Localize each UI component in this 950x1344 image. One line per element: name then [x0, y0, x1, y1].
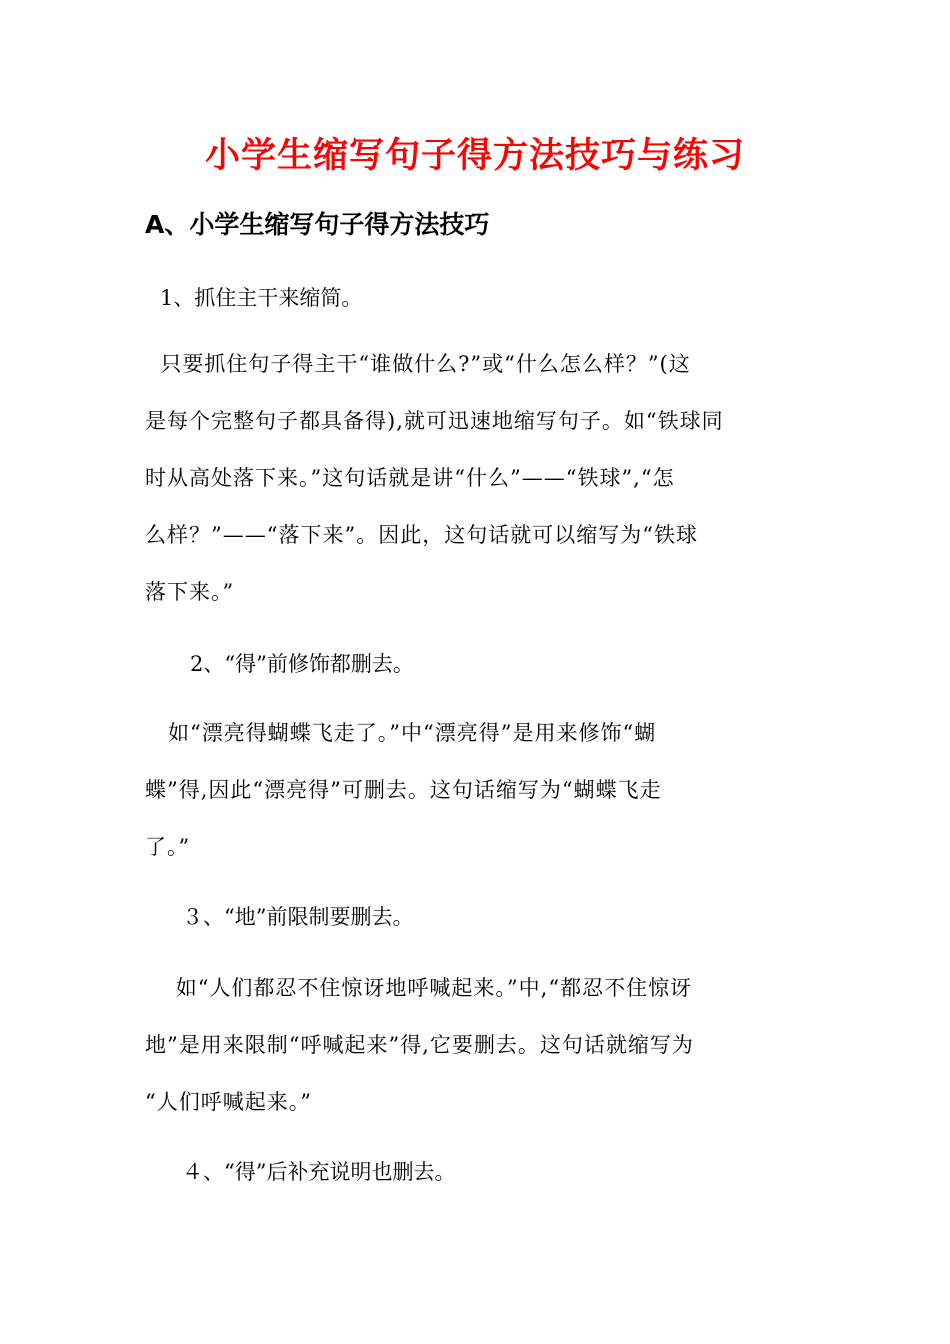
item-heading-2: 2、“得”前修饰都删去。 — [190, 652, 414, 676]
paragraph-line: 如“漂亮得蝴蝶飞走了。”中“漂亮得”是用来修饰“蝴 — [145, 721, 657, 745]
paragraph-1 — [145, 336, 807, 621]
document-title: 小学生缩写句子得方法技巧与练习 — [204, 136, 745, 176]
paragraph-line: 么样？”——“落下来”。因此，这句话就可以缩写为“铁球 — [145, 523, 698, 547]
paragraph-line: 落下来。” — [145, 580, 235, 604]
paragraph-3 — [145, 960, 807, 1131]
paragraph-line: 时从高处落下来。”这句话就是讲“什么”——“铁球”,“怎 — [145, 466, 675, 490]
paragraph-line: 是每个完整句子都具备得),就可迅速地缩写句子。如“铁球同 — [145, 409, 724, 433]
paragraph-line: 只要抓住句子得主干“谁做什么?”或“什么怎么样？”(这 — [145, 352, 691, 376]
item-heading-1: 1、抓住主干来缩简。 — [160, 286, 363, 310]
item-heading-3: ３、“地”前限制要删去。 — [182, 905, 414, 929]
section-heading: A、小学生缩写句子得方法技巧 — [145, 210, 490, 239]
paragraph-2 — [145, 705, 807, 876]
paragraph-line: 蝶”得,因此“漂亮得”可删去。这句话缩写为“蝴蝶飞走 — [145, 778, 662, 802]
paragraph-line: 地”是用来限制“呼喊起来”得,它要删去。这句话就缩写为 — [145, 1033, 694, 1057]
paragraph-line: 如“人们都忍不住惊讶地呼喊起来。”中,“都忍不住惊讶 — [145, 976, 693, 1000]
item-heading-4: ４、“得”后补充说明也删去。 — [182, 1160, 456, 1184]
paragraph-line: “人们呼喊起来。” — [145, 1090, 312, 1114]
paragraph-line: 了。” — [145, 835, 191, 859]
